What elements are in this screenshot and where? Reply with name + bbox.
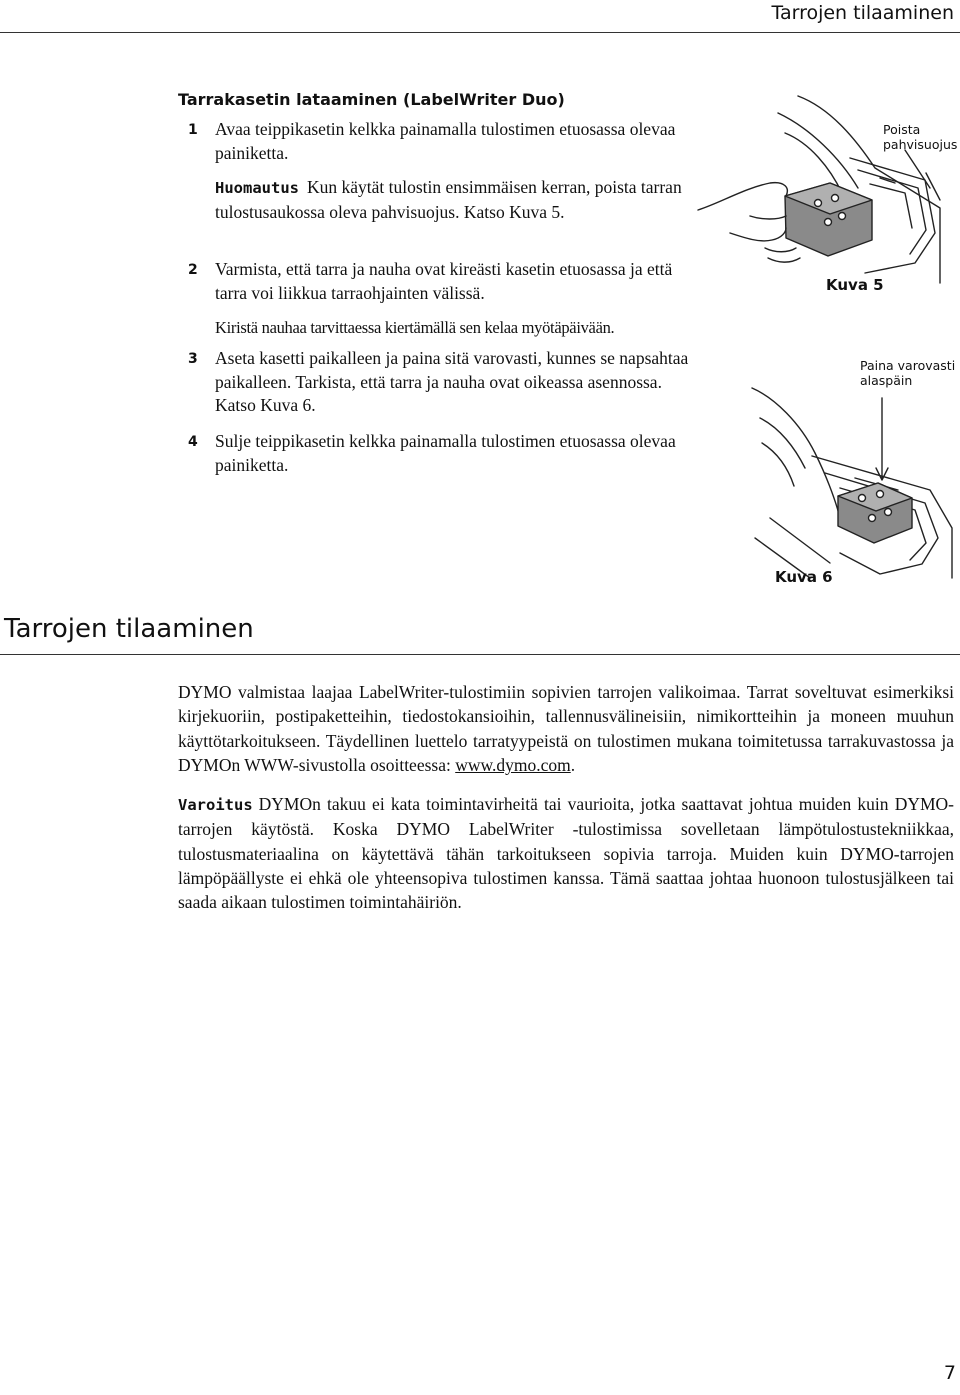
callout-line: alaspäin: [860, 373, 913, 388]
warning: [178, 792, 954, 914]
ordering-intro: [178, 680, 954, 777]
figure-6-callout: [860, 358, 955, 388]
step-3: [178, 347, 698, 418]
callout-line: pahvisuojus: [883, 137, 958, 152]
dymo-link[interactable]: www.dymo.com: [455, 754, 571, 775]
tip: Kiristä nauhaa tarvittaessa kiertämällä sen kelaa myötäpäivään.: [215, 318, 615, 337]
warning-label: Varoitus: [178, 796, 253, 814]
figure-5-callout: [883, 122, 957, 152]
step-number: 2: [188, 262, 198, 278]
intro-end: .: [570, 754, 576, 775]
step-4: [178, 430, 698, 477]
step-text: Aseta kasetti paikalleen ja paina sitä varovasti, kunnes se napsahtaa paikalleen. Tarkista, että tarra ja nauha ovat oikeassa asennossa. Katso Kuva 6.: [215, 348, 689, 415]
step-number: 3: [188, 351, 198, 367]
callout-line: Poista: [883, 122, 921, 137]
callout-line: Paina varovasti: [860, 358, 956, 373]
page-number: 7: [943, 1362, 956, 1384]
figure-5-caption: Kuva 5: [826, 276, 884, 294]
step-number: 1: [188, 122, 198, 138]
figure-6-caption: Kuva 6: [775, 568, 833, 586]
step-text: Varmista, että tarra ja nauha ovat kireästi kasetin etuosassa ja että tarra voi liikkua tarraohjainten välissä.: [215, 259, 673, 303]
header-rule: [0, 32, 960, 33]
step-number: 4: [188, 434, 198, 450]
ordering-heading: Tarrojen tilaaminen: [4, 614, 254, 644]
heading-rule: [0, 654, 960, 655]
figures-column: [690, 88, 960, 598]
figure-5-illustration: [690, 88, 960, 288]
note: [215, 176, 705, 224]
warning-text: DYMOn takuu ei kata toimintavirheitä tai vaurioita, jotka saattavat johtua muiden kuin DYMO-tarrojen käytöstä. Koska DYMO LabelWriter -tulostimissa sovelletaan lämpötulostustekniikkaa, tulostusmateriaalina on käytettävä tähän tarkoitukseen sopivia tarroja. Muiden kuin DYMO-tarrojen lämpöpäällyste ei ehkä ole yhteensopiva tulostimen kanssa. Tämä saattaa johtaa huonoon tulostusjälkeen tai saada aikaan tulostimen toimintahäiriön.: [178, 794, 954, 913]
step-2: [178, 258, 698, 305]
note-text: Kun käytät tulostin ensimmäisen kerran, poista tarran tulostusaukossa oleva pahvisuojus. Katso Kuva 5.: [215, 177, 682, 222]
note-label: Huomautus: [215, 179, 299, 197]
step-1: [178, 118, 698, 165]
intro-text: DYMO valmistaa laajaa LabelWriter-tulostimiin sopivien tarrojen valikoimaa. Tarrat soveltuvat esimerkiksi kirjekuoriin, postipaketteihin, tiedostokansioihin, tallennusvälineisiin, nimikortteihin ja moneen muuhun käyttötarkoitukseen. Täydellinen luettelo tarratyypeistä on tulostimen mukana toimitetussa tarrakuvastossa ja DYMOn WWW-sivustolla osoitteessa:: [178, 682, 954, 775]
running-header: Tarrojen tilaaminen: [771, 2, 954, 24]
step-text: Avaa teippikasetin kelkka painamalla tulostimen etuosassa olevaa painiketta.: [215, 119, 676, 163]
step-text: Sulje teippikasetin kelkka painamalla tulostimen etuosassa olevaa painiketta.: [215, 431, 676, 475]
section-title: Tarrakasetin lataaminen (LabelWriter Duo): [178, 90, 565, 109]
